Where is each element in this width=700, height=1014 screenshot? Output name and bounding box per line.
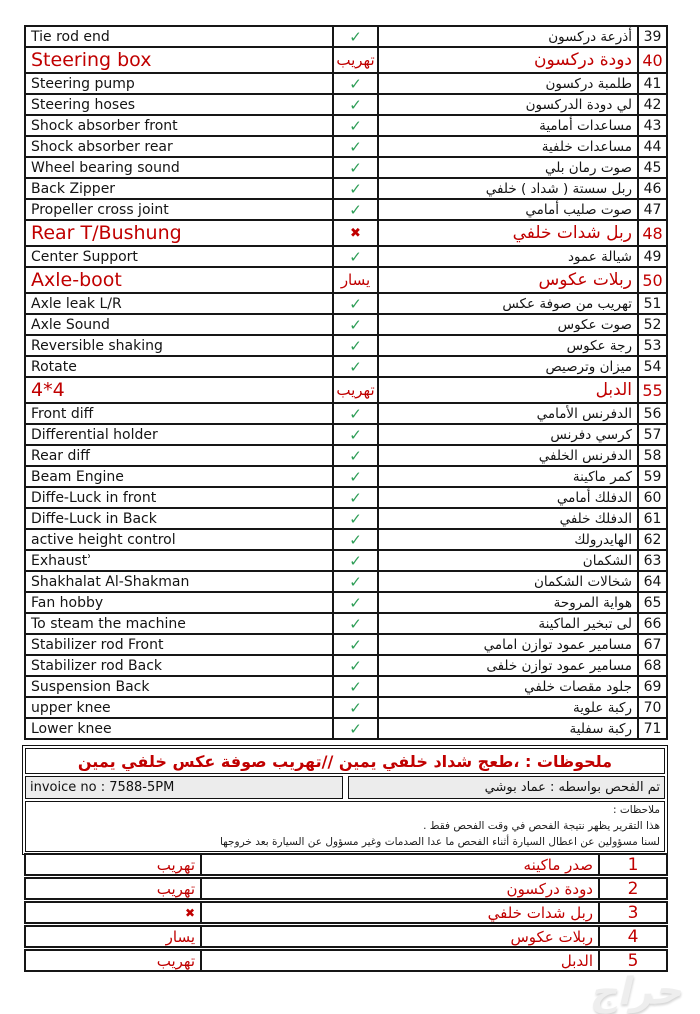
summary-item-name: الدبل [202, 951, 600, 971]
table-row [24, 528, 668, 551]
summary-item-name: صدر ماكينه [202, 855, 600, 875]
item-name-ar: شيالة عمود [379, 247, 639, 266]
item-name-ar: مساعدات خلفية [379, 137, 639, 156]
table-row [24, 444, 668, 467]
item-name-ar: ميزان وترصيص [379, 357, 639, 376]
row-number: 52 [643, 316, 662, 333]
cross-icon: ✖ [184, 906, 195, 920]
checkmark-icon: ✓ [349, 315, 362, 334]
item-name-ar: رجة عكوس [379, 336, 639, 355]
checkmark-icon: ✓ [349, 446, 362, 465]
status-text: تهريب [156, 952, 195, 970]
table-row [24, 355, 668, 378]
row-number: 61 [643, 510, 662, 527]
status-cell [334, 656, 379, 675]
item-name-ar: كرسي دفرنس [379, 425, 639, 444]
item-name-ar: كمر ماكينة [379, 467, 639, 486]
item-name-ar: الشكمان [379, 551, 639, 570]
item-name-ar: مسامير عمود توازن خلفى [379, 656, 639, 675]
summary-row-number: 2 [627, 879, 639, 899]
table-row [24, 376, 668, 404]
table-row [24, 25, 668, 48]
status-cell [334, 158, 379, 177]
table-row [24, 177, 668, 200]
item-name-ar: ركبة سفلية [379, 719, 639, 738]
item-name-en: Front diff [26, 404, 334, 423]
status-cell [334, 572, 379, 591]
notes-section [22, 745, 668, 855]
status-cell [334, 247, 379, 266]
summary-row [24, 925, 668, 948]
table-row [24, 135, 668, 158]
checkmark-icon: ✓ [349, 179, 362, 198]
disclaimer-line: ملاحظات : [613, 804, 660, 816]
summary-row [24, 901, 668, 924]
checkmark-icon: ✓ [349, 635, 362, 654]
status-cell [334, 294, 379, 313]
summary-item-name: دودة دركسون [202, 879, 600, 899]
summary-row [24, 877, 668, 900]
item-name-en: Lower knee [26, 719, 334, 738]
row-number: 58 [643, 447, 662, 464]
checkmark-icon: ✓ [349, 404, 362, 423]
item-name-ar: ربل شدات خلفي [379, 221, 639, 245]
checkmark-icon: ✓ [349, 357, 362, 376]
status-cell [334, 509, 379, 528]
summary-status [26, 903, 202, 923]
checkmark-icon: ✓ [349, 488, 362, 507]
table-row [24, 313, 668, 336]
checkmark-icon: ✓ [349, 247, 362, 266]
row-number: 40 [642, 50, 663, 70]
status-cell [334, 488, 379, 507]
status-cell [334, 179, 379, 198]
table-row [24, 245, 668, 268]
table-row [24, 675, 668, 698]
table-row [24, 93, 668, 116]
item-name-ar: صوت عكوس [379, 315, 639, 334]
checkmark-icon: ✓ [349, 593, 362, 612]
table-row [24, 292, 668, 315]
item-name-ar: لي دودة الدركسون [379, 95, 639, 114]
row-number: 56 [643, 405, 662, 422]
row-number: 43 [643, 117, 662, 134]
status-text: تهريب [336, 381, 375, 399]
table-row [24, 198, 668, 221]
disclaimer-line: لسنا مسؤولين عن اعطال السيارة أثناء الفحص ما عدا الصدمات وغير مسؤول عن السيارة بعد خروجها [219, 835, 660, 848]
status-cell [334, 48, 379, 72]
table-row [24, 46, 668, 74]
table-row [24, 549, 668, 572]
checkmark-icon: ✓ [349, 294, 362, 313]
row-number: 44 [643, 138, 662, 155]
examiner-name: تم الفحص بواسطه : عماد بوشي [348, 776, 666, 799]
table-row [24, 156, 668, 179]
checkmark-icon: ✓ [349, 137, 362, 156]
row-number: 64 [643, 573, 662, 590]
item-name-en: Steering box [26, 48, 334, 72]
item-name-ar: تهريب من صوفة عكس [379, 294, 639, 313]
notes-header: ملحوظات : ،طعج شداد خلفي يمين //تهريب صوفة عكس خلفي يمين [25, 748, 665, 774]
item-name-en: Rear diff [26, 446, 334, 465]
status-cell [334, 614, 379, 633]
status-cell [334, 137, 379, 156]
table-row [24, 696, 668, 719]
item-name-en: Axle-boot [26, 268, 334, 292]
item-name-en: Wheel bearing sound [26, 158, 334, 177]
item-name-en: Axle Sound [26, 315, 334, 334]
table-row [24, 507, 668, 530]
item-name-ar: صوت رمان بلي [379, 158, 639, 177]
row-number: 67 [643, 636, 662, 653]
status-text: تهريب [336, 51, 375, 69]
cross-icon: ✖ [350, 225, 361, 241]
summary-row-number: 5 [627, 951, 639, 971]
item-name-en: Beam Engine [26, 467, 334, 486]
table-row [24, 402, 668, 425]
status-cell [334, 719, 379, 738]
row-number: 68 [643, 657, 662, 674]
status-cell [334, 677, 379, 696]
checkmark-icon: ✓ [349, 572, 362, 591]
checkmark-icon: ✓ [349, 530, 362, 549]
checkmark-icon: ✓ [349, 656, 362, 675]
status-cell [334, 315, 379, 334]
row-number: 70 [643, 699, 662, 716]
row-number: 51 [643, 295, 662, 312]
row-number: 55 [642, 380, 663, 400]
status-cell [334, 221, 379, 245]
item-name-en: Steering pump [26, 74, 334, 93]
row-number: 47 [643, 201, 662, 218]
row-number: 41 [643, 75, 662, 92]
item-name-en: Back Zipper [26, 179, 334, 198]
status-cell [334, 95, 379, 114]
item-name-en: Propeller cross joint [26, 200, 334, 219]
status-cell [334, 446, 379, 465]
item-name-en: 4*4 [26, 378, 334, 402]
item-name-ar: لى تبخير الماكينة [379, 614, 639, 633]
item-name-en: Steering hoses [26, 95, 334, 114]
summary-item-name: ربل شدات خلفي [202, 903, 600, 923]
row-number: 57 [643, 426, 662, 443]
status-cell [334, 74, 379, 93]
table-row [24, 465, 668, 488]
item-name-en: To steam the machine [26, 614, 334, 633]
checkmark-icon: ✓ [349, 116, 362, 135]
row-number: 39 [643, 28, 662, 45]
status-cell [334, 336, 379, 355]
summary-status [26, 879, 202, 899]
item-name-en: Fan hobby [26, 593, 334, 612]
notes-meta-row [25, 776, 665, 799]
row-number: 69 [643, 678, 662, 695]
item-name-en: Shock absorber rear [26, 137, 334, 156]
item-name-en: Diffe-Luck in front [26, 488, 334, 507]
item-name-en: Rotate [26, 357, 334, 376]
item-name-en: Exhaustʾ [26, 551, 334, 570]
summary-item-name: ربلات عكوس [202, 927, 600, 947]
table-row [24, 717, 668, 740]
row-number: 45 [643, 159, 662, 176]
status-cell [334, 116, 379, 135]
summary-row [24, 853, 668, 876]
item-name-en: Rear T/Bushung [26, 221, 334, 245]
checkmark-icon: ✓ [349, 425, 362, 444]
checkmark-icon: ✓ [349, 614, 362, 633]
status-cell [334, 593, 379, 612]
row-number: 60 [643, 489, 662, 506]
table-row [24, 266, 668, 294]
row-number: 59 [643, 468, 662, 485]
item-name-en: Differential holder [26, 425, 334, 444]
table-row [24, 334, 668, 357]
row-number: 54 [643, 358, 662, 375]
disclaimer-line: هذا التقرير يظهر نتيجة الفحص في وقت الفحص فقط . [423, 819, 660, 832]
item-name-en: Axle leak L/R [26, 294, 334, 313]
item-name-ar: أذرعة دركسون [379, 27, 639, 46]
checkmark-icon: ✓ [349, 698, 362, 717]
checkmark-icon: ✓ [349, 509, 362, 528]
item-name-ar: طلمبة دركسون [379, 74, 639, 93]
row-number: 63 [643, 552, 662, 569]
table-row [24, 654, 668, 677]
table-row [24, 570, 668, 593]
status-text: يسار [165, 928, 195, 946]
disclaimer [25, 801, 665, 852]
item-name-ar: ربل سستة ( شداد ) خلفي [379, 179, 639, 198]
item-name-ar: ربلات عكوس [379, 268, 639, 292]
checkmark-icon: ✓ [349, 677, 362, 696]
checkmark-icon: ✓ [349, 467, 362, 486]
item-name-ar: الدفلك أمامي [379, 488, 639, 507]
haraj-watermark: حراج [587, 968, 690, 1014]
item-name-en: Stabilizer rod Front [26, 635, 334, 654]
status-text: يسار [340, 271, 371, 289]
row-number: 66 [643, 615, 662, 632]
table-row [24, 612, 668, 635]
item-name-en: Tie rod end [26, 27, 334, 46]
status-cell [334, 635, 379, 654]
item-name-en: Shakhalat Al-Shakman [26, 572, 334, 591]
checkmark-icon: ✓ [349, 158, 362, 177]
status-cell [334, 27, 379, 46]
summary-row-number: 1 [627, 855, 639, 875]
item-name-ar: دودة دركسون [379, 48, 639, 72]
row-number: 46 [643, 180, 662, 197]
checkmark-icon: ✓ [349, 551, 362, 570]
item-name-ar: الدبل [379, 378, 639, 402]
invoice-number: invoice no : 7588-5PM [25, 776, 343, 799]
item-name-ar: الدفرنس الخلفي [379, 446, 639, 465]
status-cell [334, 378, 379, 402]
status-cell [334, 268, 379, 292]
row-number: 48 [642, 223, 663, 243]
summary-status [26, 927, 202, 947]
row-number: 50 [642, 270, 663, 290]
summary-status [26, 951, 202, 971]
item-name-en: Stabilizer rod Back [26, 656, 334, 675]
status-cell [334, 698, 379, 717]
row-number: 65 [643, 594, 662, 611]
table-row [24, 114, 668, 137]
item-name-ar: هواية المروحة [379, 593, 639, 612]
checkmark-icon: ✓ [349, 74, 362, 93]
summary-status [26, 855, 202, 875]
item-name-en: Suspension Back [26, 677, 334, 696]
status-cell [334, 425, 379, 444]
item-name-en: Diffe-Luck in Back [26, 509, 334, 528]
item-name-en: Center Support [26, 247, 334, 266]
summary-row-number: 4 [627, 927, 639, 947]
checkmark-icon: ✓ [349, 27, 362, 46]
item-name-en: Reversible shaking [26, 336, 334, 355]
item-name-ar: الدفرنس الأمامي [379, 404, 639, 423]
table-row [24, 591, 668, 614]
checkmark-icon: ✓ [349, 200, 362, 219]
table-row [24, 219, 668, 247]
item-name-en: upper knee [26, 698, 334, 717]
item-name-ar: مساعدات أمامية [379, 116, 639, 135]
item-name-ar: الدفلك خلفي [379, 509, 639, 528]
checkmark-icon: ✓ [349, 719, 362, 738]
status-cell [334, 357, 379, 376]
status-text: تهريب [156, 880, 195, 898]
summary-table [24, 853, 668, 973]
item-name-ar: الهايدرولك [379, 530, 639, 549]
table-row [24, 72, 668, 95]
item-name-en: Shock absorber front [26, 116, 334, 135]
row-number: 49 [643, 248, 662, 265]
summary-row-number: 3 [627, 903, 639, 923]
table-row [24, 633, 668, 656]
row-number: 42 [643, 96, 662, 113]
checkmark-icon: ✓ [349, 336, 362, 355]
status-cell [334, 200, 379, 219]
summary-row [24, 949, 668, 972]
table-row [24, 486, 668, 509]
row-number: 71 [643, 720, 662, 737]
inspection-table [24, 27, 668, 740]
checkmark-icon: ✓ [349, 95, 362, 114]
status-cell [334, 530, 379, 549]
status-text: تهريب [156, 856, 195, 874]
item-name-ar: شخالات الشكمان [379, 572, 639, 591]
row-number: 62 [643, 531, 662, 548]
row-number: 53 [643, 337, 662, 354]
item-name-en: active height control [26, 530, 334, 549]
status-cell [334, 467, 379, 486]
status-cell [334, 404, 379, 423]
item-name-ar: ركبة علوية [379, 698, 639, 717]
item-name-ar: صوت صليب أمامي [379, 200, 639, 219]
status-cell [334, 551, 379, 570]
item-name-ar: مسامير عمود توازن امامي [379, 635, 639, 654]
item-name-ar: جلود مقصات خلفي [379, 677, 639, 696]
table-row [24, 423, 668, 446]
